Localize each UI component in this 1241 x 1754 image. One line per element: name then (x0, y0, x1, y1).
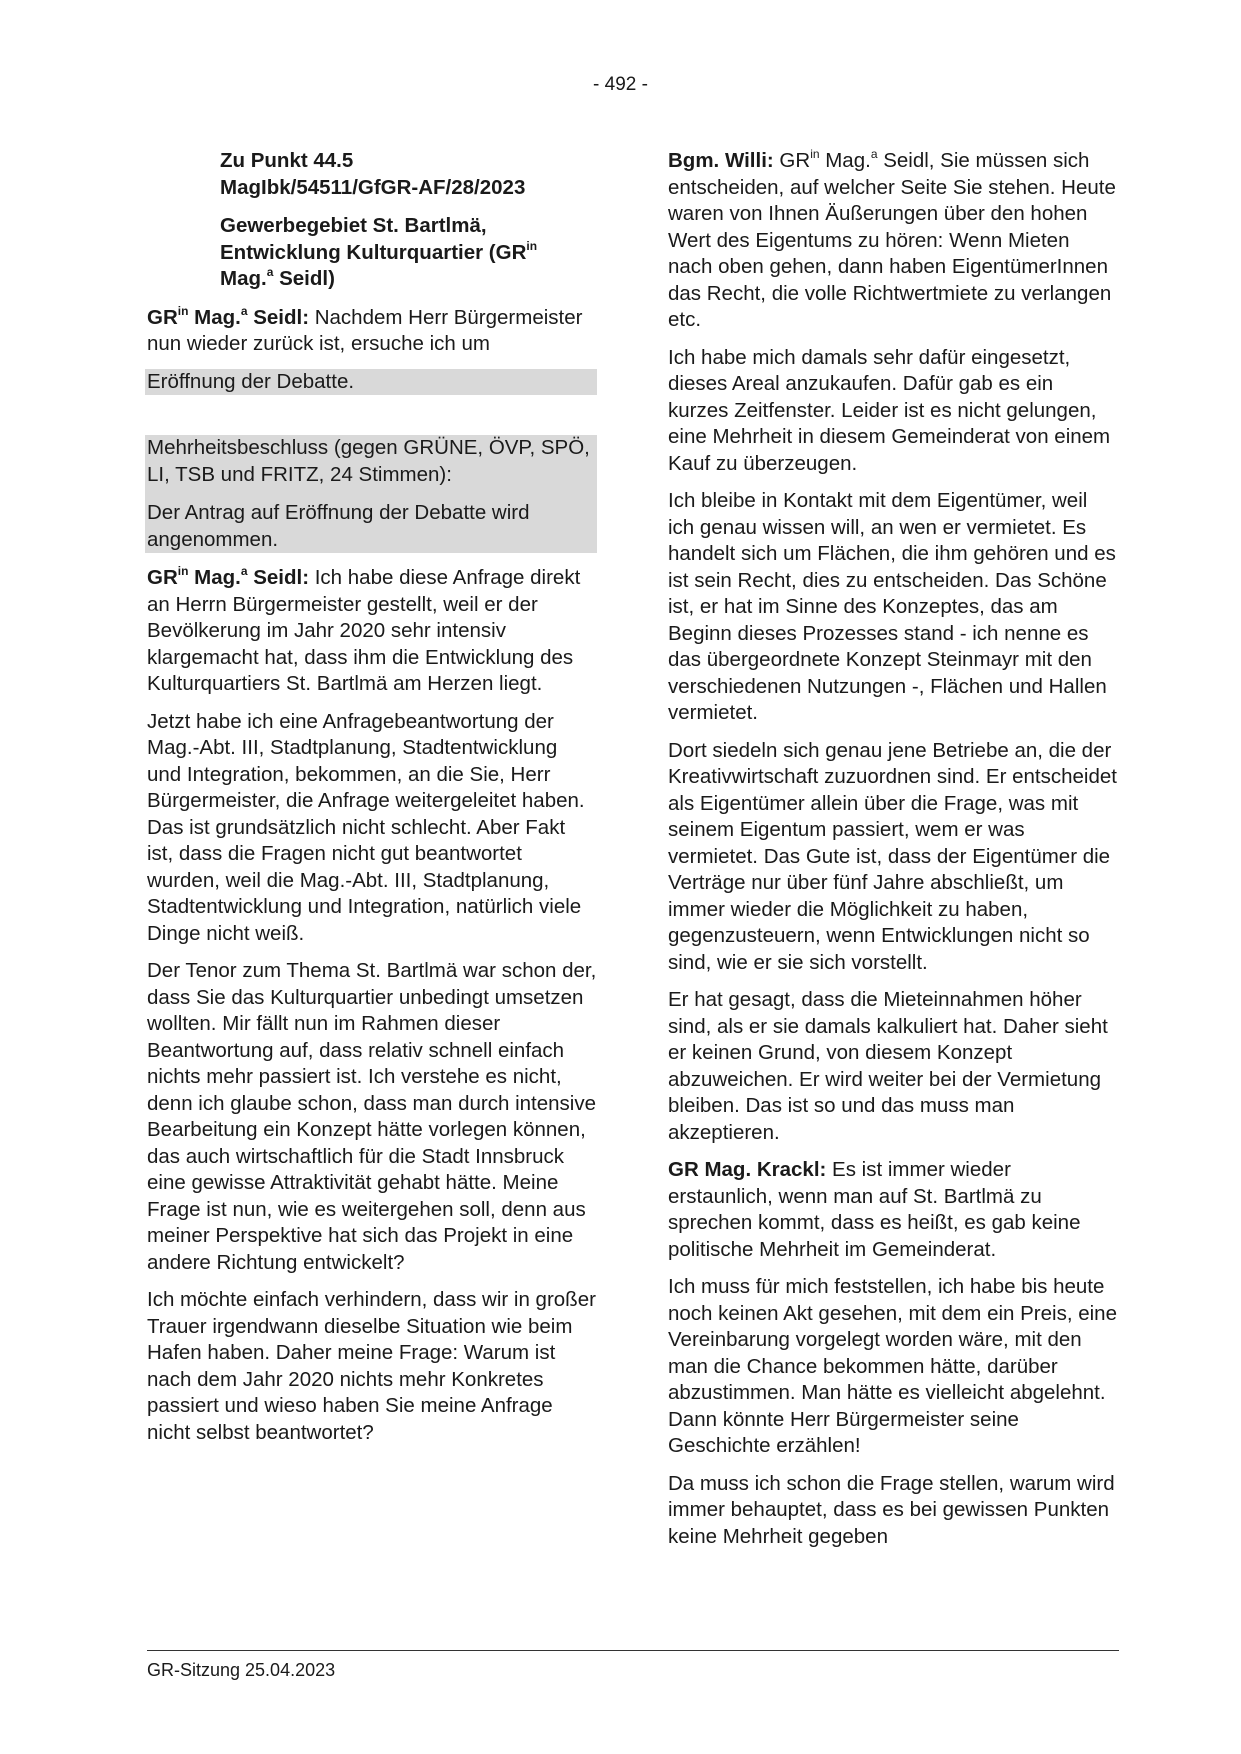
paragraph: Ich möchte einfach verhindern, dass wir in großer Trauer irgendwann dieselbe Situation wie beim Hafen haben. Daher meine Frage: Warum ist nach dem Jahr 2020 nichts mehr Konkretes passiert und wieso haben Sie meine Anfrage nicht selbst beantwortet? (147, 1288, 596, 1444)
agenda-title: Gewerbegebiet St. Bartlmä, Entwicklung Kulturquartier ($GR^{in}$ Mag.$^a$ Seidl) (220, 214, 538, 290)
paragraph: Er hat gesagt, dass die Mieteinnahmen höher sind, als er sie damals kalkuliert hat. Daher sieht er keinen Grund, von diesem Konzept abzuweichen. Er wird weiter bei der Vermietung bleiben. Das ist so und das muss man akzeptieren. (668, 988, 1108, 1144)
paragraph: GR Mag. Krackl: Es ist immer wieder erstaunlich, wenn man auf St. Bartlmä zu sprechen kommt, dass es heißt, es gab keine politische Mehrheit im Gemeinderat. (668, 1158, 1081, 1261)
paragraph: Dort siedeln sich genau jene Betriebe an, die der Kreativwirtschaft zuzuordnen sind. Er entscheidet als Eigentümer allein über die Frage, was mit seinem Eigentum passiert, wem er was vermietet. Das Gute ist, dass der Eigentümer die Verträge nur über fünf Jahre abschließt, um immer wieder die Möglichkeit zu haben, gegenzusteuern, wenn Entwicklungen nicht so sind, wie er sie sich vorstellt. (668, 738, 1117, 974)
agenda-point: Zu Punkt 44.5 MagIbk/54511/GfGR-AF/28/2023 (220, 149, 526, 199)
right-column (668, 148, 1118, 1561)
paragraph: Jetzt habe ich eine Anfragebeantwortung der Mag.-Abt. III, Stadtplanung, Stadtentwicklung und Integration, bekommen, an die Sie, Herr Bürgermeister, die Anfrage weitergeleitet haben. Das ist grundsätzlich nicht schlecht. Aber Fakt ist, dass die Fragen nicht gut beantwortet wurden, weil die Mag.-Abt. III, Stadtplanung, Stadtentwicklung und Integration, natürlich viele Dinge nicht weiß. (147, 709, 585, 945)
footer-session-date: GR-Sitzung 25.04.2023 (147, 1660, 336, 1680)
paragraph: Ich habe mich damals sehr dafür eingesetzt, dieses Areal anzukaufen. Dafür gab es ein kurzes Zeitfenster. Leider ist es nicht gelungen, eine Mehrheit in diesem Gemeinderat von einem Kauf zu überzeugen. (668, 345, 1111, 475)
paragraph: $GR^{in}$ Mag.$^a$ Seidl: Ich habe diese Anfrage direkt an Herrn Bürgermeister gestellt, weil er der Bevölkerung im Jahr 2020 sehr intensiv klargemacht hat, dass ihm die Entwicklung des Kulturquartiers St. Bartlmä am Herzen liegt. (147, 564, 581, 695)
paragraph: Da muss ich schon die Frage stellen, warum wird immer behauptet, dass es bei gewissen Punkten keine Mehrheit gegeben (668, 1471, 1115, 1548)
shaded-text: Eröffnung der Debatte. (147, 369, 355, 393)
agenda-heading (220, 148, 597, 293)
paragraph: Bgm. Willi: $GR^{in}$ Mag.$^a$ Seidl, Sie müssen sich entscheiden, auf welcher Seite Sie stehen. Heute waren von Ihnen Äußerungen über den hohen Wert des Eigentums zu hören: Wenn Mieten nach oben gehen, dann haben EigentümerInnen das Recht, die volle Richtwertmiete zu verlangen etc. (668, 147, 1116, 331)
shaded-text: Mehrheitsbeschluss (gegen GRÜNE, ÖVP, SPÖ, LI, TSB und FRITZ, 24 Stimmen): (147, 436, 590, 486)
paragraph: Der Tenor zum Thema St. Bartlmä war schon der, dass Sie das Kulturquartier unbedingt umsetzen wollten. Mir fällt nun im Rahmen dieser Beantwortung auf, dass relativ schnell einfach nichts mehr passiert ist. Ich verstehe es nicht, denn ich glaube schon, dass man durch intensive Bearbeitung ein Konzept hätte vorlegen können, das auch wirtschaftlich für die Stadt Innsbruck eine gewisse Attraktivität gehabt hätte. Meine Frage ist nun, wie es weitergehen soll, denn aus meiner Perspektive hat sich das Projekt in eine andere Richtung entwickelt? (147, 959, 597, 1274)
resolution-box (145, 435, 597, 553)
page-number: - 492 - (593, 74, 648, 95)
left-column (147, 148, 597, 1457)
footer-divider (147, 1650, 1119, 1651)
shaded-text: Der Antrag auf Eröffnung der Debatte wird angenommen. (147, 501, 530, 551)
paragraph: Ich bleibe in Kontakt mit dem Eigentümer, weil ich genau wissen will, an wen er vermietet. Es handelt sich um Flächen, die ihm gehören und es ist sein Recht, dies zu entscheiden. Das Schöne ist, er hat im Sinne des Konzeptes, das am Beginn dieses Prozesses stand - ich nenne es das übergeordnete Konzept Steinmayr mit den verschiedenen Nutzungen -, Flächen und Hallen vermietet. (668, 489, 1116, 724)
debate-opening-box (145, 369, 597, 396)
paragraph: Ich muss für mich feststellen, ich habe bis heute noch keinen Akt gesehen, mit dem ein Preis, eine Vereinbarung vorgelegt worden wäre, mit den man die Chance bekommen hätte, darüber abzustimmen. Man hätte es vielleicht abgelehnt. Dann könnte Herr Bürgermeister seine Geschichte erzählen! (668, 1275, 1117, 1457)
paragraph: $GR^{in}$ Mag.$^a$ Seidl: Nachdem Herr Bürgermeister nun wieder zurück ist, ersuche ich um (147, 303, 583, 355)
